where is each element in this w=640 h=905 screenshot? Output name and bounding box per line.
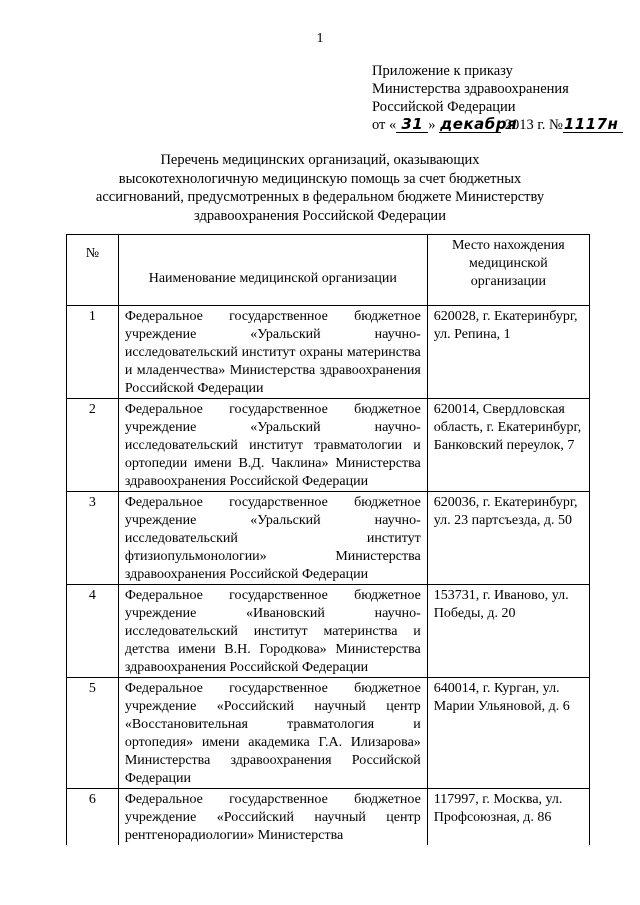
organization-name: Федеральное государственное бюджетное учреждение «Российский научный центр «Восстановительная травматология и ортопедия» имени академика Г.А. Илизарова» Министерства здравоохранения Российской Федерации [118,678,427,789]
approval-from-prefix: от « [372,117,397,133]
organization-address: 620036, г. Екатеринбург, ул. 23 партсъезда, д. 50 [427,492,589,585]
organization-address: 620028, г. Екатеринбург, ул. Репина, 1 [427,306,589,399]
title-line-2: высокотехнологичную медицинскую помощь за счет бюджетных [118,170,522,187]
header-number: № [67,235,119,306]
table-row [67,399,590,492]
table-row [67,492,590,585]
table-row [67,306,590,399]
approval-year-text: 2013 г. № [504,117,563,133]
row-number: 2 [67,399,119,492]
organization-address: 117997, г. Москва, ул. Профсоюзная, д. 86 [427,789,589,846]
table-header-row [67,235,590,306]
row-number: 1 [67,306,119,399]
organizations-table [66,234,590,845]
organization-address: 153731, г. Иваново, ул. Победы, д. 20 [427,585,589,678]
title-line-1: Перечень медицинских организаций, оказывающих [160,152,480,168]
approval-line-3: Российской Федерации [372,99,516,115]
organization-address: 640014, г. Курган, ул. Марии Ульяновой, д. 6 [427,678,589,789]
title-line-4: здравоохранения Российской Федерации [194,207,446,224]
approval-date-line [372,116,623,134]
row-number: 6 [67,789,119,846]
title-line-3: ассигнований, предусмотренных в федеральном бюджете Министерству [95,189,545,205]
header-organization-name: Наименование медицинской организации [118,235,427,306]
header-location: Место нахождения медицинской организации [427,235,589,306]
approval-line-2: Министерства здравоохранения [372,81,569,97]
approval-block [372,62,623,134]
row-number: 4 [67,585,119,678]
page-number: 1 [316,31,324,46]
handwritten-order-number: 1117н [563,116,623,133]
table-row [67,585,590,678]
organization-address: 620014, Свердловская область, г. Екатеринбург, Банковский переулок, 7 [427,399,589,492]
organization-name: Федеральное государственное бюджетное учреждение «Уральский научно-исследовательский институт охраны материнства и младенчества» Министерства здравоохранения Российской Федерации [118,306,427,399]
organization-name: Федеральное государственное бюджетное учреждение «Ивановский научно-исследовательский институт материнства и детства имени В.Н. Городкова» Министерства здравоохранения Российской Федерации [118,585,427,678]
organization-name: Федеральное государственное бюджетное учреждение «Уральский научно-исследовательский институт травматологии и ортопедии имени В.Д. Чаклина» Министерства здравоохранения Российской Федерации [118,399,427,492]
organization-name: Федеральное государственное бюджетное учреждение «Российский научный центр рентгенорадиологии» Министерства [118,789,427,846]
handwritten-day: 31 [396,116,428,133]
table-row [67,678,590,789]
row-number: 3 [67,492,119,585]
table-row [67,789,590,846]
approval-day-close: » [428,117,436,133]
organization-name: Федеральное государственное бюджетное учреждение «Уральский научно-исследовательский институт фтизиопульмонологии» Министерства здравоохранения Российской Федерации [118,492,427,585]
document-title [90,151,550,225]
handwritten-month: декабря [440,115,518,133]
approval-line-1: Приложение к приказу [372,63,513,79]
row-number: 5 [67,678,119,789]
